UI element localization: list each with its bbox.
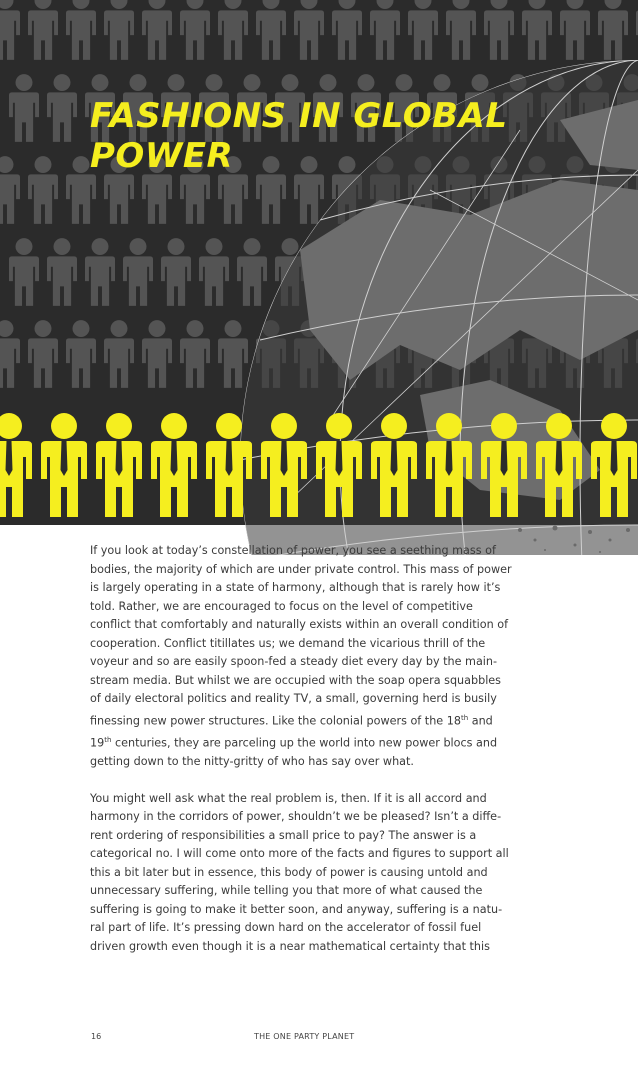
tie-icon	[226, 441, 233, 476]
tie-icon	[281, 441, 288, 476]
tie-icon	[446, 441, 453, 476]
page-number: 16	[91, 1032, 102, 1041]
tie-icon	[336, 441, 343, 476]
tie-icon	[391, 441, 398, 476]
paragraph-1-part-c: centuries, they are parceling up the world into new power blocs and getting down to the nitty-gritty of who has say over what.	[90, 736, 498, 768]
superscript-th-2: th	[104, 735, 112, 744]
superscript-th-1: th	[460, 713, 469, 722]
tie-icon	[611, 441, 618, 476]
running-footer-title: THE ONE PARTY PLANET	[254, 1032, 355, 1041]
tie-icon	[6, 441, 13, 476]
tie-icon	[501, 441, 508, 476]
page-title	[90, 96, 508, 176]
tie-icon	[116, 441, 123, 476]
paragraph-2: You might well ask what the real problem is, then. If it is all accord and harmony in the corridors of power, shouldn’t we be pleased? Isn’t a diffe-rent ordering of responsibilities a small price to pay? The answer is a categorical no. I will come onto more of the facts and figures to support all this a bit later but in essence, this body of power is causing untold and unnecessary suffering, while telling you that more of what caused the suffering is going to make it better soon, and anyway, suffering is a natu-ral part of life. It’s pressing down hard on the accelerator of fossil fuel driven growth even though it is a near mathematical certainty that this	[90, 791, 509, 953]
paragraph-1	[90, 542, 512, 771]
paragraph-1-part-b: and 19	[90, 714, 493, 750]
tie-icon	[171, 441, 178, 476]
paragraph-1-part-a: If you look at today’s constellation of power, you see a seething mass of bodies, the majority of which are under private control. This mass of power is largely operating in a state of harmony, although that is rarely how it’s told. Rather, we are encouraged to focus on the level of competitive conflict that comfortably and naturally exists within an overall condition of cooperation. Conflict titillates us; we demand the vicarious thrill of the voyeur and so are easily spoon-fed a steady diet every day by the main-stream media. But whilst we are occupied with the soap opera squabbles of daily electoral politics and reality TV, a small, governing herd is busily finessing new power structures. Like the colonial powers of the 18	[90, 544, 512, 728]
tie-icon	[61, 441, 68, 476]
title-line-2: POWER	[90, 136, 234, 176]
title-line-1: FASHIONS IN GLOBAL	[90, 96, 508, 136]
article-body	[90, 542, 512, 975]
tie-icon	[556, 441, 563, 476]
